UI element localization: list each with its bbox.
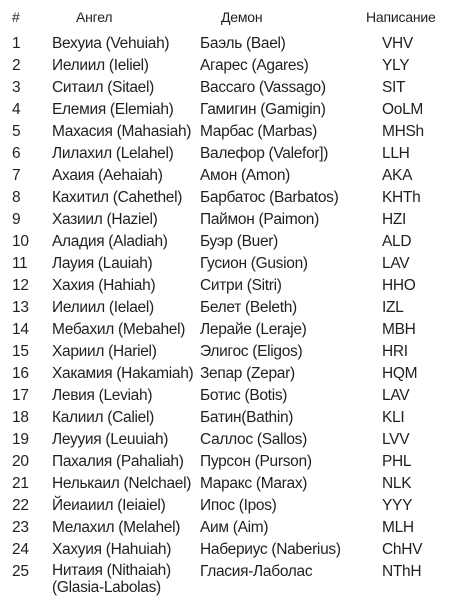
row-angel: Калиил (Caliel) (52, 409, 154, 426)
row-number: 21 (12, 475, 29, 492)
row-demon: Лерайе (Leraje) (200, 321, 307, 338)
row-spelling: LAV (382, 255, 410, 272)
table-row (0, 341, 450, 363)
table-row (0, 385, 450, 407)
row-demon: Гласия-Лаболас (200, 563, 313, 580)
row-demon: Вассаго (Vassago) (200, 79, 326, 96)
table-row (0, 407, 450, 429)
row-demon: Баэль (Bael) (200, 35, 286, 52)
table-row (0, 253, 450, 275)
table-row (0, 451, 450, 473)
row-demon: Валефор (Valefor]) (200, 145, 329, 162)
row-number: 22 (12, 497, 29, 514)
row-demon: Барбатос (Barbatos) (200, 189, 339, 206)
table-body (0, 33, 450, 601)
row-spelling: ChHV (382, 541, 423, 558)
row-number: 9 (12, 211, 21, 228)
table-row (0, 275, 450, 297)
row-number: 12 (12, 277, 29, 294)
row-demon: Агарес (Agares) (200, 57, 309, 74)
table-row (0, 33, 450, 55)
row-demon: Ситри (Sitri) (200, 277, 282, 294)
row-number: 23 (12, 519, 29, 536)
row-spelling: PHL (382, 453, 412, 470)
table-row (0, 473, 450, 495)
row-angel: Махасия (Mahasiah) (52, 123, 192, 140)
row-number: 6 (12, 145, 21, 162)
row-demon: Белет (Beleth) (200, 299, 297, 316)
row-demon: Ботис (Botis) (200, 387, 288, 404)
row-demon: Пурсон (Purson) (200, 453, 312, 470)
row-angel: Левия (Leviah) (52, 387, 153, 404)
row-angel: Мебахил (Mebahel) (52, 321, 186, 338)
row-number: 11 (12, 255, 28, 272)
row-spelling: NThH (382, 563, 422, 580)
row-angel: Хакамия (Hakamiah) (52, 365, 194, 382)
row-angel: Вехуиа (Vehuiah) (52, 35, 170, 52)
row-angel: Нитаия (Nithaiah) (Glasia-Labolas) (52, 562, 171, 596)
table-row (0, 187, 450, 209)
row-spelling: VHV (382, 35, 413, 52)
row-number: 18 (12, 409, 29, 426)
row-spelling: MBH (382, 321, 416, 338)
row-angel: Хариил (Hariel) (52, 343, 157, 360)
row-angel: Йеиаиил (Ieiaiel) (52, 497, 166, 514)
table-row (0, 143, 450, 165)
table-row (0, 429, 450, 451)
row-number: 25 (12, 563, 29, 580)
row-angel: Кахитил (Cahethel) (52, 189, 183, 206)
row-spelling: ALD (382, 233, 412, 250)
row-number: 7 (12, 167, 21, 184)
row-angel: Лилахил (Lelahel) (52, 145, 174, 162)
row-demon: Набериус (Naberius) (200, 541, 341, 558)
table-row (0, 209, 450, 231)
row-angel: Леууия (Leuuiah) (52, 431, 169, 448)
row-spelling: LVV (382, 431, 410, 448)
row-spelling: LAV (382, 387, 410, 404)
row-demon: Гусион (Gusion) (200, 255, 308, 272)
row-demon: Марбас (Marbas) (200, 123, 318, 140)
row-demon: Саллос (Sallos) (200, 431, 307, 448)
table-row (0, 363, 450, 385)
row-demon: Зепар (Zepar) (200, 365, 295, 382)
header-number: # (12, 9, 20, 25)
table-row (0, 517, 450, 539)
table-header (0, 9, 450, 29)
row-demon: Буэр (Buer) (200, 233, 279, 250)
row-angel: Хазиил (Haziel) (52, 211, 158, 228)
row-spelling: KHTh (382, 189, 421, 206)
row-demon: Батин(Bathin) (200, 409, 294, 426)
table-row (0, 121, 450, 143)
table-row (0, 55, 450, 77)
row-angel: Ахаия (Aehaiah) (52, 167, 163, 184)
row-spelling: KLI (382, 409, 405, 426)
row-number: 15 (12, 343, 29, 360)
row-demon: Гамигин (Gamigin) (200, 101, 326, 118)
table-row (0, 99, 450, 121)
row-demon: Ипос (Ipos) (200, 497, 277, 514)
row-spelling: IZL (382, 299, 404, 316)
row-number: 14 (12, 321, 29, 338)
row-spelling: YLY (382, 57, 410, 74)
row-number: 17 (12, 387, 29, 404)
table-row (0, 319, 450, 341)
row-demon: Элигос (Eligos) (200, 343, 303, 360)
row-spelling: HRI (382, 343, 408, 360)
table-row (0, 539, 450, 561)
row-number: 19 (12, 431, 29, 448)
row-spelling: HQM (382, 365, 418, 382)
row-number: 24 (12, 541, 29, 558)
row-demon: Маракс (Marax) (200, 475, 308, 492)
row-number: 13 (12, 299, 29, 316)
header-demon: Демон (221, 9, 263, 25)
row-number: 16 (12, 365, 29, 382)
table-row (0, 297, 450, 319)
table-row (0, 77, 450, 99)
row-spelling: HHO (382, 277, 416, 294)
row-demon: Амон (Amon) (200, 167, 290, 184)
row-number: 8 (12, 189, 21, 206)
row-spelling: MLH (382, 519, 414, 536)
row-number: 1 (12, 35, 21, 52)
row-angel: Нелькаил (Nelchael) (52, 475, 192, 492)
row-number: 10 (12, 233, 29, 250)
row-spelling: SIT (382, 79, 406, 96)
row-angel: Иелиил (Ieliel) (52, 57, 149, 74)
row-angel: Иелиил (Ielael) (52, 299, 154, 316)
row-number: 5 (12, 123, 21, 140)
table-row (0, 231, 450, 253)
table-row (0, 165, 450, 187)
row-spelling: MHSh (382, 123, 424, 140)
header-angel: Ангел (76, 9, 113, 25)
row-demon: Паймон (Paimon) (200, 211, 319, 228)
table-row (0, 495, 450, 517)
table-row (0, 561, 450, 601)
row-spelling: OoLM (382, 101, 424, 118)
row-spelling: AKA (382, 167, 413, 184)
row-angel: Хахуия (Hahuiah) (52, 541, 172, 558)
row-spelling: YYY (382, 497, 413, 514)
row-number: 2 (12, 57, 21, 74)
row-spelling: LLH (382, 145, 410, 162)
row-number: 3 (12, 79, 21, 96)
row-angel: Мелахил (Melahel) (52, 519, 181, 536)
header-spelling: Написание (366, 9, 436, 25)
row-angel: Елемия (Elemiah) (52, 101, 174, 118)
row-angel: Пахалия (Pahaliah) (52, 453, 184, 470)
row-spelling: NLK (382, 475, 412, 492)
row-demon: Аим (Aim) (200, 519, 269, 536)
row-angel: Ситаил (Sitael) (52, 79, 155, 96)
row-angel: Лауия (Lauiah) (52, 255, 153, 272)
row-spelling: HZI (382, 211, 407, 228)
row-angel: Хахия (Hahiah) (52, 277, 156, 294)
row-number: 20 (12, 453, 29, 470)
row-number: 4 (12, 101, 21, 118)
row-angel: Аладия (Aladiah) (52, 233, 168, 250)
